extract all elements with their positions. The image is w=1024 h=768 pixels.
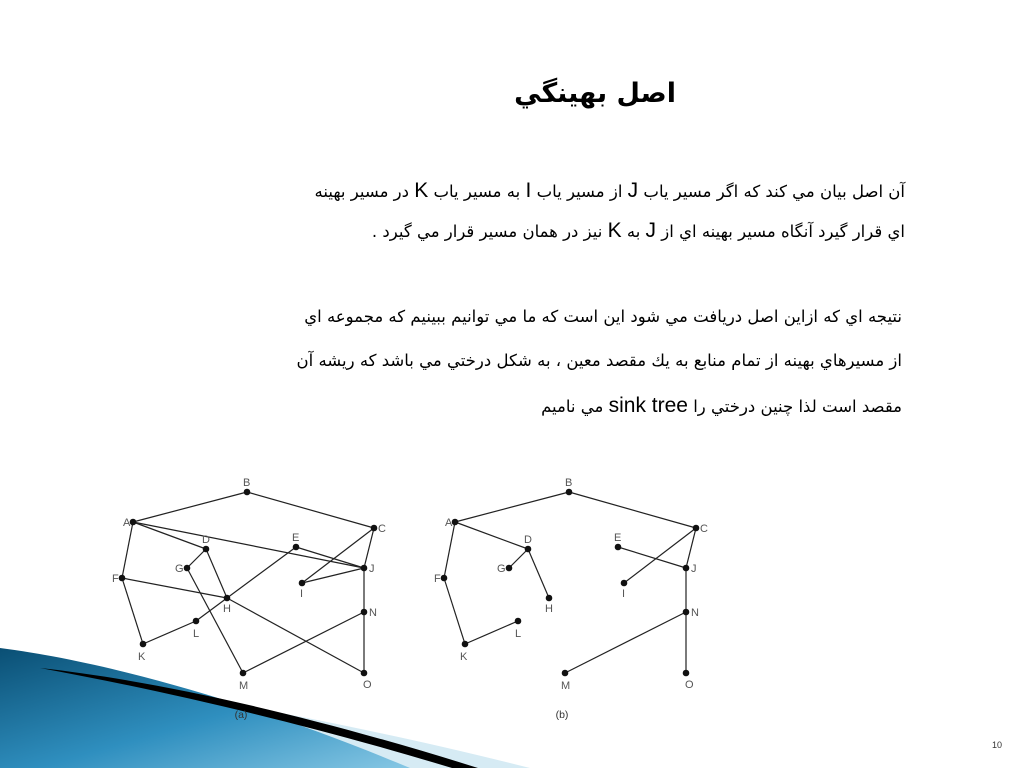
node-E bbox=[293, 544, 300, 551]
graph-caption: (a) bbox=[234, 709, 248, 721]
router-label: J bbox=[627, 179, 639, 202]
edge-D-H bbox=[528, 549, 549, 598]
edge-B-C bbox=[569, 492, 696, 528]
edge-A-D bbox=[455, 522, 528, 549]
graph-a bbox=[112, 477, 386, 721]
node-H bbox=[546, 595, 553, 602]
edge-D-G bbox=[187, 549, 206, 568]
text-span: از مسير ياب bbox=[536, 182, 623, 201]
node-label-I: I bbox=[300, 588, 304, 600]
edge-A-J bbox=[133, 522, 364, 568]
node-label-J: J bbox=[369, 563, 375, 575]
text-span: مي ناميم bbox=[541, 397, 604, 416]
node-label-O: O bbox=[363, 679, 372, 691]
page-number: 10 bbox=[991, 740, 1002, 750]
router-label: I bbox=[525, 179, 532, 202]
node-G bbox=[506, 565, 513, 572]
node-label-M: M bbox=[561, 680, 571, 692]
node-label-E: E bbox=[614, 532, 622, 544]
node-L bbox=[515, 618, 522, 625]
text-span: اي قرار گيرد آنگاه مسير بهينه اي از bbox=[661, 222, 905, 241]
node-F bbox=[119, 575, 126, 582]
edge-A-B bbox=[133, 492, 247, 522]
edge-D-G bbox=[509, 549, 528, 568]
edge-E-J bbox=[296, 547, 364, 568]
edge-A-D bbox=[133, 522, 206, 549]
node-label-F: F bbox=[112, 573, 119, 585]
node-label-A: A bbox=[123, 517, 131, 529]
node-D bbox=[203, 546, 210, 553]
slide-title: اصل بهينگي bbox=[514, 78, 676, 109]
node-J bbox=[683, 565, 690, 572]
node-label-G: G bbox=[175, 563, 184, 575]
text-span: مقصد است لذا چنين درختي را bbox=[693, 397, 902, 416]
node-label-N: N bbox=[691, 607, 699, 619]
node-N bbox=[683, 609, 690, 616]
edge-H-O bbox=[227, 598, 364, 673]
edge-H-E bbox=[227, 547, 296, 598]
graph-b-sink-tree bbox=[434, 477, 708, 721]
node-M bbox=[240, 670, 247, 677]
node-label-D: D bbox=[202, 534, 210, 546]
edge-M-N bbox=[243, 612, 364, 673]
edge-N-M bbox=[565, 612, 686, 673]
node-label-I: I bbox=[622, 588, 626, 600]
node-K bbox=[140, 641, 147, 648]
text-span: آن اصل بيان مي كند كه اگر مسير ياب bbox=[643, 182, 905, 201]
edge-D-H bbox=[206, 549, 227, 598]
node-label-N: N bbox=[369, 607, 377, 619]
paragraph-line: نتيجه اي كه ازاين اصل دريافت مي شود اين است كه ما مي توانيم ببينيم كه مجموعه اي bbox=[304, 307, 902, 326]
edge-B-C bbox=[247, 492, 374, 528]
node-E bbox=[615, 544, 622, 551]
router-label: J bbox=[645, 219, 657, 242]
node-label-H: H bbox=[545, 603, 553, 615]
node-O bbox=[361, 670, 368, 677]
node-H bbox=[224, 595, 231, 602]
edge-A-F bbox=[122, 522, 133, 578]
node-M bbox=[562, 670, 569, 677]
node-C bbox=[371, 525, 378, 532]
node-I bbox=[299, 580, 306, 587]
node-K bbox=[462, 641, 469, 648]
node-label-G: G bbox=[497, 563, 506, 575]
text-span: به مسير ياب bbox=[433, 182, 521, 201]
node-J bbox=[361, 565, 368, 572]
node-A bbox=[452, 519, 459, 526]
node-N bbox=[361, 609, 368, 616]
text-span: به bbox=[626, 222, 641, 241]
node-label-C: C bbox=[700, 523, 708, 535]
node-label-D: D bbox=[524, 534, 532, 546]
node-F bbox=[441, 575, 448, 582]
edge-K-L bbox=[143, 621, 196, 644]
graph-caption: (b) bbox=[555, 709, 569, 721]
edge-K-L bbox=[465, 621, 518, 644]
node-label-O: O bbox=[685, 679, 694, 691]
node-D bbox=[525, 546, 532, 553]
node-label-B: B bbox=[243, 477, 251, 489]
text-span: نيز در همان مسير قرار مي گيرد . bbox=[371, 222, 603, 241]
edge-A-B bbox=[455, 492, 569, 522]
node-label-J: J bbox=[691, 563, 697, 575]
node-label-B: B bbox=[565, 477, 573, 489]
edge-C-I bbox=[624, 528, 696, 583]
node-label-F: F bbox=[434, 573, 441, 585]
node-G bbox=[184, 565, 191, 572]
text-span: در مسير بهينه bbox=[314, 182, 409, 201]
sink-tree-term: sink tree bbox=[608, 394, 688, 417]
node-I bbox=[621, 580, 628, 587]
node-A bbox=[130, 519, 137, 526]
edge-F-K bbox=[122, 578, 143, 644]
node-B bbox=[566, 489, 573, 496]
edge-E-J bbox=[618, 547, 686, 568]
node-label-L: L bbox=[515, 628, 522, 640]
node-label-H: H bbox=[223, 603, 231, 615]
node-label-E: E bbox=[292, 532, 300, 544]
router-label: K bbox=[607, 219, 622, 242]
node-label-K: K bbox=[138, 651, 146, 663]
node-label-L: L bbox=[193, 628, 200, 640]
node-label-A: A bbox=[445, 517, 453, 529]
paragraph-line: از مسيرهاي بهينه از تمام منابع به يك مقصد معين ، به شكل درختي مي باشد كه ريشه آن bbox=[296, 351, 902, 370]
node-label-K: K bbox=[460, 651, 468, 663]
node-O bbox=[683, 670, 690, 677]
node-L bbox=[193, 618, 200, 625]
node-label-C: C bbox=[378, 523, 386, 535]
router-label: K bbox=[414, 179, 429, 202]
edge-F-H bbox=[122, 578, 227, 598]
edge-A-F bbox=[444, 522, 455, 578]
node-label-M: M bbox=[239, 680, 249, 692]
node-C bbox=[693, 525, 700, 532]
node-B bbox=[244, 489, 251, 496]
edge-F-K bbox=[444, 578, 465, 644]
